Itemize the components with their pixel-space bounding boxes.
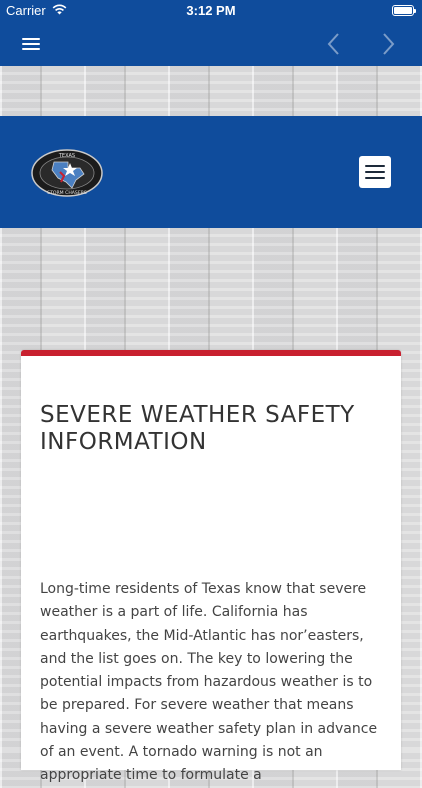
article-title: SEVERE WEATHER SAFETY INFORMATION	[40, 402, 355, 455]
carrier-label: Carrier	[6, 3, 46, 18]
status-bar	[0, 0, 422, 22]
battery-icon	[392, 5, 414, 16]
app-menu-button[interactable]	[14, 32, 48, 56]
forward-button[interactable]	[376, 30, 400, 58]
site-logo[interactable]	[30, 148, 104, 198]
article-card	[21, 350, 401, 784]
site-header	[0, 116, 422, 228]
article-body: Long-time residents of Texas know that severe weather is a part of life. California has earthquakes, the Mid-Atlantic has nor’easters, and the list goes on. The key to lowering the potential impacts from hazardous weather is to be prepared. For severe weather that means having a severe weather safety plan in advance of an event. A tornado warning is not an appropriate time to formulate a	[40, 581, 378, 784]
status-time: 3:12 PM	[186, 3, 236, 18]
nav-row	[0, 22, 422, 66]
logo-text-bottom: STORM CHASERS	[47, 191, 87, 196]
site-menu-button[interactable]	[359, 156, 391, 188]
chevron-left-icon	[322, 30, 346, 58]
hamburger-menu-icon	[22, 38, 40, 40]
hamburger-menu-icon	[365, 165, 385, 167]
back-button[interactable]	[322, 30, 346, 58]
app-bar	[0, 0, 422, 66]
logo-text-top: TEXAS	[58, 153, 76, 159]
chevron-right-icon	[376, 30, 400, 58]
